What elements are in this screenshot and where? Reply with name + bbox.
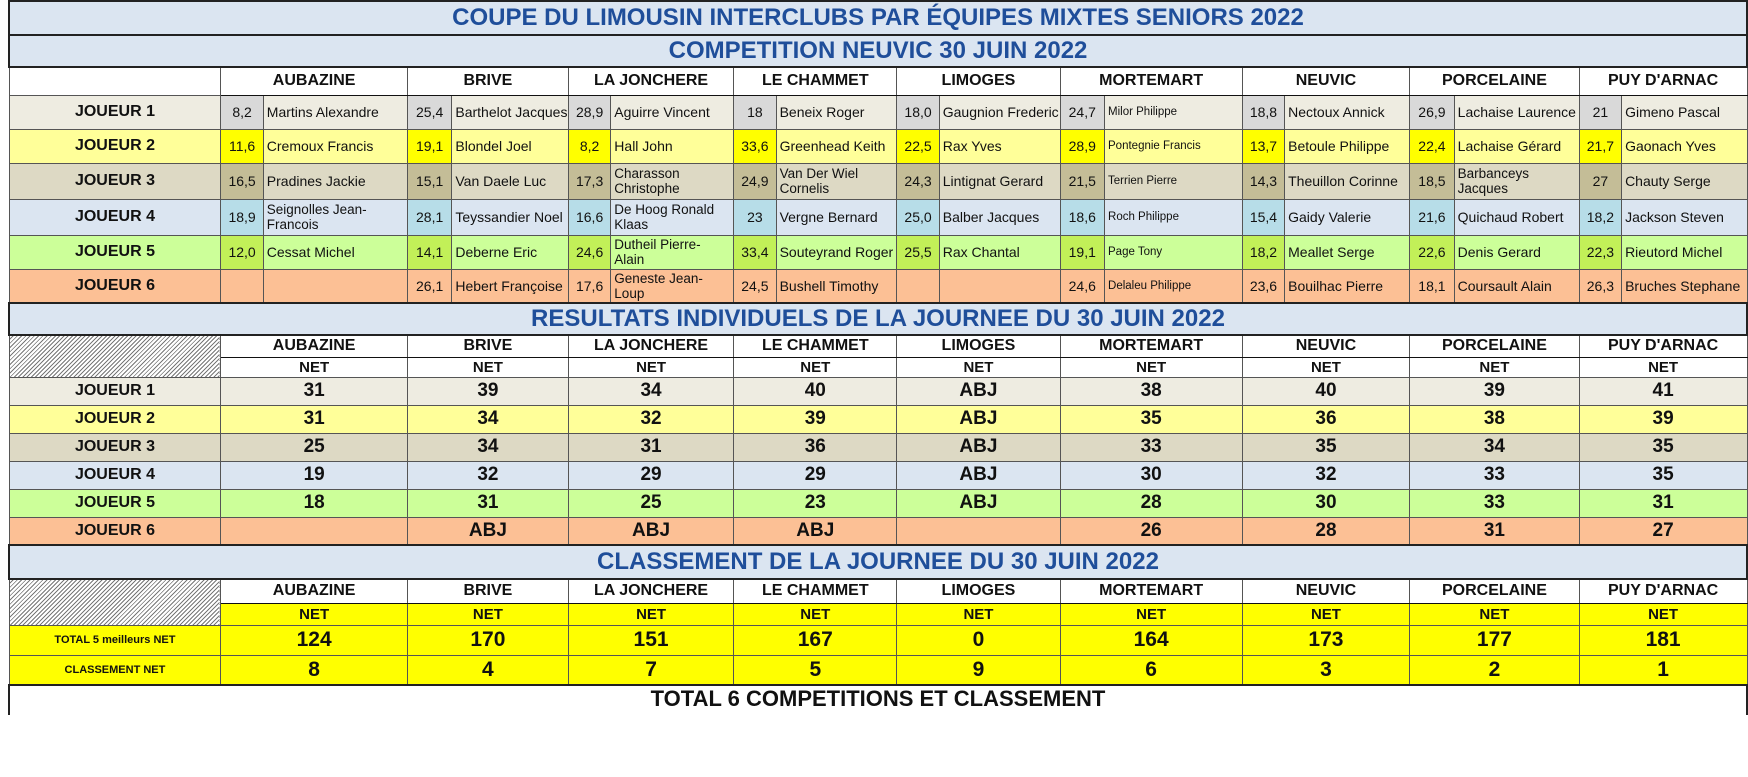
score-cell: 31 [221,405,407,433]
score-cell: 38 [1060,377,1242,405]
handicap [897,269,939,303]
player-name: Barthelot Jacques [452,95,569,129]
club-header: PORCELAINE [1410,335,1580,357]
player-name: Hebert Françoise [452,269,569,303]
club-header: NEUVIC [1242,67,1409,95]
club-header: PUY D'ARNAC [1579,579,1747,603]
player-label: JOUEUR 6 [9,269,221,303]
player-row [9,95,1747,129]
net-header: NET [1060,357,1242,377]
player-name: Bushell Timothy [776,269,897,303]
total-value: 0 [897,625,1060,655]
player-name: Terrien Pierre [1105,163,1243,199]
score-cell: 35 [1579,461,1747,489]
subtitle-row [9,35,1747,67]
player-name: Dutheil Pierre-Alain [611,235,734,269]
results-club-row [9,335,1747,357]
handicap: 21,5 [1060,163,1105,199]
handicap: 24,7 [1060,95,1105,129]
player-name: Charasson Christophe [611,163,734,199]
player-name: Delaleu Philippe [1105,269,1243,303]
rank-row [9,655,1747,685]
net-header: NET [734,357,897,377]
total-value: 177 [1410,625,1580,655]
net-header: NET [1579,357,1747,377]
handicap: 21,7 [1579,129,1621,163]
rank-value: 9 [897,655,1060,685]
total-value: 124 [221,625,407,655]
score-cell: 19 [221,461,407,489]
handicap: 18 [734,95,776,129]
score-cell: 34 [407,405,568,433]
net-header: NET [734,603,897,625]
player-name: De Hoog Ronald Klaas [611,199,734,235]
handicap: 18,5 [1410,163,1455,199]
player-name: Gaonach Yves [1622,129,1747,163]
club-header: PORCELAINE [1410,67,1580,95]
player-name: Lachaise Gérard [1454,129,1579,163]
score-cell: ABJ [897,489,1060,517]
club-header: AUBAZINE [221,67,407,95]
player-name: Rax Yves [939,129,1060,163]
ranking-title-row [9,545,1747,579]
handicap: 18,6 [1060,199,1105,235]
net-header: NET [221,357,407,377]
club-header: LA JONCHERE [568,335,733,357]
main-title: COUPE DU LIMOUSIN INTERCLUBS PAR ÉQUIPES MIXTES SENIORS 2022 [9,1,1747,35]
totals-title-row [9,685,1747,715]
net-header: NET [407,357,568,377]
score-cell: 32 [407,461,568,489]
score-cell: 31 [568,433,733,461]
handicap [221,269,263,303]
handicap: 24,6 [568,235,610,269]
net-header: NET [1579,603,1747,625]
competition-table [8,0,1748,715]
results-net-row [9,357,1747,377]
score-cell: 34 [1410,433,1580,461]
rank-label: CLASSEMENT NET [9,655,221,685]
net-header: NET [1410,603,1580,625]
rank-value: 4 [407,655,568,685]
total-value: 170 [407,625,568,655]
handicap: 19,1 [407,129,452,163]
handicap: 18,2 [1579,199,1621,235]
handicap: 22,5 [897,129,939,163]
club-header: LE CHAMMET [734,579,897,603]
handicap: 18,2 [1242,235,1284,269]
result-row [9,433,1747,461]
handicap: 24,6 [1060,269,1105,303]
net-header: NET [1410,357,1580,377]
rank-value: 3 [1242,655,1409,685]
result-row [9,461,1747,489]
total-value: 164 [1060,625,1242,655]
score-cell: 29 [568,461,733,489]
competition-title: COMPETITION NEUVIC 30 JUIN 2022 [9,35,1747,67]
player-name: Betoule Philippe [1285,129,1410,163]
player-name: Blondel Joel [452,129,569,163]
handicap: 27 [1579,163,1621,199]
net-header: NET [407,603,568,625]
rank-value: 8 [221,655,407,685]
handicap: 15,1 [407,163,452,199]
player-name [939,269,1060,303]
rank-value: 7 [568,655,733,685]
score-cell: 31 [1579,489,1747,517]
player-name: Roch Philippe [1105,199,1243,235]
player-name: Theuillon Corinne [1285,163,1410,199]
handicap: 14,1 [407,235,452,269]
score-cell: ABJ [897,433,1060,461]
player-name: Deberne Eric [452,235,569,269]
player-name: Lintignat Gerard [939,163,1060,199]
club-header: LIMOGES [897,335,1060,357]
handicap: 26,9 [1410,95,1455,129]
player-name [263,269,407,303]
total-value: 167 [734,625,897,655]
player-name: Quichaud Robert [1454,199,1579,235]
handicap: 18,9 [221,199,263,235]
score-cell: 25 [221,433,407,461]
player-name: Barbanceys Jacques [1454,163,1579,199]
score-cell: 35 [1060,405,1242,433]
club-header: LIMOGES [897,67,1060,95]
score-cell: 23 [734,489,897,517]
rank-value: 5 [734,655,897,685]
handicap: 26,1 [407,269,452,303]
player-name: Teyssandier Noel [452,199,569,235]
ranking-title: CLASSEMENT DE LA JOURNEE DU 30 JUIN 2022 [9,545,1747,579]
handicap: 25,4 [407,95,452,129]
handicap: 15,4 [1242,199,1284,235]
handicap: 24,9 [734,163,776,199]
player-name: Gimeno Pascal [1622,95,1747,129]
club-header: LE CHAMMET [734,335,897,357]
handicap: 25,0 [897,199,939,235]
player-name: Rax Chantal [939,235,1060,269]
score-cell: 34 [407,433,568,461]
rank-value: 1 [1579,655,1747,685]
score-cell: 34 [568,377,733,405]
player-name: Coursault Alain [1454,269,1579,303]
results-title: RESULTATS INDIVIDUELS DE LA JOURNEE DU 30 JUIN 2022 [9,303,1747,335]
player-name: Balber Jacques [939,199,1060,235]
club-header: NEUVIC [1242,579,1409,603]
net-header: NET [1060,603,1242,625]
handicap: 17,6 [568,269,610,303]
handicap: 23,6 [1242,269,1284,303]
player-name: Seignolles Jean-Francois [263,199,407,235]
player-label: JOUEUR 1 [9,377,221,405]
score-cell: 26 [1060,517,1242,545]
score-cell: 30 [1060,461,1242,489]
ranking-club-row [9,579,1747,603]
player-name: Hall John [611,129,734,163]
club-header: LE CHAMMET [734,67,897,95]
score-cell: 31 [221,377,407,405]
player-name: Page Tony [1105,235,1243,269]
score-cell: 33 [1410,489,1580,517]
player-name: Bouilhac Pierre [1285,269,1410,303]
player-name: Denis Gerard [1454,235,1579,269]
handicap: 22,6 [1410,235,1455,269]
handicap: 18,1 [1410,269,1455,303]
player-name: Bruches Stephane [1622,269,1747,303]
club-header: LA JONCHERE [568,67,733,95]
handicap: 28,1 [407,199,452,235]
score-cell: ABJ [568,517,733,545]
player-label: JOUEUR 5 [9,489,221,517]
score-cell: 28 [1060,489,1242,517]
score-cell: 39 [407,377,568,405]
club-header: BRIVE [407,67,568,95]
handicap: 11,6 [221,129,263,163]
score-cell: ABJ [734,517,897,545]
score-cell: 38 [1410,405,1580,433]
score-cell: 28 [1242,517,1409,545]
player-label: JOUEUR 3 [9,163,221,199]
handicap: 19,1 [1060,235,1105,269]
rank-value: 6 [1060,655,1242,685]
score-cell: 41 [1579,377,1747,405]
player-label: JOUEUR 4 [9,199,221,235]
handicap: 18,0 [897,95,939,129]
handicap: 18,8 [1242,95,1284,129]
player-row [9,199,1747,235]
player-name: Geneste Jean-Loup [611,269,734,303]
club-header: MORTEMART [1060,335,1242,357]
handicap: 24,5 [734,269,776,303]
handicap: 33,4 [734,235,776,269]
score-cell: 40 [1242,377,1409,405]
player-label: JOUEUR 1 [9,95,221,129]
score-cell: 35 [1579,433,1747,461]
club-header: MORTEMART [1060,579,1242,603]
net-header: NET [1242,603,1409,625]
player-name: Gaugnion Frederic [939,95,1060,129]
player-name: Jackson Steven [1622,199,1747,235]
score-cell: 29 [734,461,897,489]
club-header: AUBAZINE [221,335,407,357]
player-name: Chauty Serge [1622,163,1747,199]
handicap: 8,2 [568,129,610,163]
score-cell: 39 [734,405,897,433]
club-header: PUY D'ARNAC [1579,335,1747,357]
score-cell: 18 [221,489,407,517]
net-header: NET [897,603,1060,625]
player-name: Meallet Serge [1285,235,1410,269]
player-name: Aguirre Vincent [611,95,734,129]
handicap: 28,9 [568,95,610,129]
score-cell [897,517,1060,545]
score-cell: 36 [1242,405,1409,433]
net-header: NET [221,603,407,625]
player-name: Lachaise Laurence [1454,95,1579,129]
handicap: 22,3 [1579,235,1621,269]
player-name: Beneix Roger [776,95,897,129]
player-row [9,129,1747,163]
handicap: 13,7 [1242,129,1284,163]
handicap: 33,6 [734,129,776,163]
net-header: NET [897,357,1060,377]
player-label: JOUEUR 2 [9,405,221,433]
club-header: PUY D'ARNAC [1579,67,1747,95]
club-header: LA JONCHERE [568,579,733,603]
score-cell: 36 [734,433,897,461]
handicap: 8,2 [221,95,263,129]
score-cell: 33 [1410,461,1580,489]
player-name: Greenhead Keith [776,129,897,163]
total-label: TOTAL 5 meilleurs NET [9,625,221,655]
score-cell [221,517,407,545]
player-name: Martins Alexandre [263,95,407,129]
score-cell: ABJ [897,377,1060,405]
player-name: Vergne Bernard [776,199,897,235]
player-name: Van Daele Luc [452,163,569,199]
score-cell: 25 [568,489,733,517]
player-name: Gaidy Valerie [1285,199,1410,235]
club-header: LIMOGES [897,579,1060,603]
player-name: Cremoux Francis [263,129,407,163]
score-cell: ABJ [897,405,1060,433]
score-cell: 32 [1242,461,1409,489]
handicap: 21,6 [1410,199,1455,235]
net-header: NET [1242,357,1409,377]
club-header: AUBAZINE [221,579,407,603]
handicap: 22,4 [1410,129,1455,163]
handicap: 26,3 [1579,269,1621,303]
player-name: Nectoux Annick [1285,95,1410,129]
score-cell: 30 [1242,489,1409,517]
total-value: 181 [1579,625,1747,655]
player-name: Van Der Wiel Cornelis [776,163,897,199]
totals-title: TOTAL 6 COMPETITIONS ET CLASSEMENT [9,685,1747,715]
club-header: MORTEMART [1060,67,1242,95]
player-name: Pontegnie Francis [1105,129,1243,163]
score-cell: 39 [1579,405,1747,433]
result-row [9,517,1747,545]
club-header: PORCELAINE [1410,579,1580,603]
score-cell: 35 [1242,433,1409,461]
score-cell: ABJ [407,517,568,545]
player-label: JOUEUR 6 [9,517,221,545]
score-cell: ABJ [897,461,1060,489]
hatched-corner [9,579,221,625]
result-row [9,377,1747,405]
handicap: 12,0 [221,235,263,269]
ranking-net-row [9,603,1747,625]
player-name: Rieutord Michel [1622,235,1747,269]
player-label: JOUEUR 5 [9,235,221,269]
total-row [9,625,1747,655]
handicap: 17,3 [568,163,610,199]
handicap: 23 [734,199,776,235]
handicap: 24,3 [897,163,939,199]
score-cell: 32 [568,405,733,433]
total-value: 151 [568,625,733,655]
player-name: Pradines Jackie [263,163,407,199]
net-header: NET [568,357,733,377]
hatched-corner [9,335,221,377]
score-cell: 31 [1410,517,1580,545]
handicap: 21 [1579,95,1621,129]
result-row [9,489,1747,517]
player-name: Milor Philippe [1105,95,1243,129]
player-name: Cessat Michel [263,235,407,269]
handicap: 16,5 [221,163,263,199]
handicap: 14,3 [1242,163,1284,199]
club-header: BRIVE [407,335,568,357]
results-title-row [9,303,1747,335]
handicap: 28,9 [1060,129,1105,163]
title-row [9,1,1747,35]
player-label: JOUEUR 4 [9,461,221,489]
player-label: JOUEUR 3 [9,433,221,461]
rank-value: 2 [1410,655,1580,685]
club-header-row [9,67,1747,95]
score-cell: 31 [407,489,568,517]
result-row [9,405,1747,433]
club-header: NEUVIC [1242,335,1409,357]
score-cell: 39 [1410,377,1580,405]
player-name: Souteyrand Roger [776,235,897,269]
player-row [9,269,1747,303]
handicap: 25,5 [897,235,939,269]
total-value: 173 [1242,625,1409,655]
player-label: JOUEUR 2 [9,129,221,163]
score-cell: 33 [1060,433,1242,461]
score-cell: 27 [1579,517,1747,545]
empty-corner [9,67,221,95]
handicap: 16,6 [568,199,610,235]
player-row [9,235,1747,269]
net-header: NET [568,603,733,625]
score-cell: 40 [734,377,897,405]
player-row [9,163,1747,199]
club-header: BRIVE [407,579,568,603]
